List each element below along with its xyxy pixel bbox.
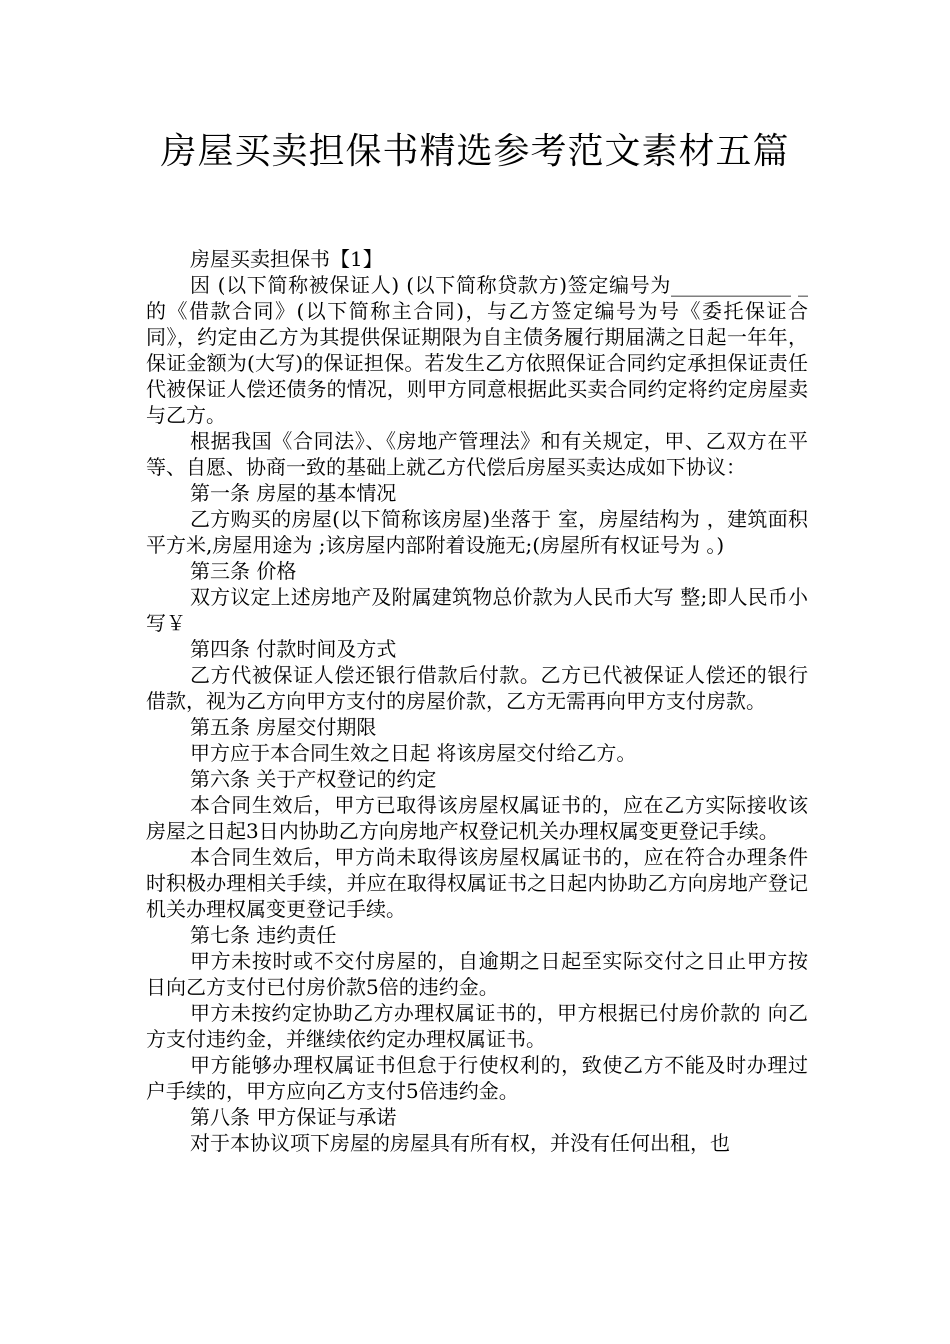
body-paragraph: 本合同生效后，甲方已取得该房屋权属证书的，应在乙方实际接收该房屋之日起3日内协助乙方向房地产权登记机关办理权属变更登记手续。 [146, 793, 808, 843]
body-paragraph: 甲方未按约定协助乙方办理权属证书的，甲方根据已付房价款的 向乙方支付违约金，并继续依约定办理权属证书。 [146, 1001, 808, 1051]
article-heading: 第一条 房屋的基本情况 [190, 481, 397, 505]
body-paragraph: 乙方购买的房屋(以下简称该房屋)坐落于 室，房屋结构为 ，建筑面积 平方米,房屋用途为 ;该房屋内部附着设施无;(房屋所有权证号为 。) [146, 507, 808, 557]
body-paragraph: 双方议定上述房地产及附属建筑物总价款为人民币大写 整;即人民币小写￥ [146, 585, 808, 635]
document-title: 房屋买卖担保书精选参考范文素材五篇 [160, 131, 790, 172]
body-paragraph: 本合同生效后，甲方尚未取得该房屋权属证书的，应在符合办理条件时积极办理相关手续，并应在取得权属证书之日起内协助乙方向房地产登记机关办理权属变更登记手续。 [146, 845, 808, 921]
body-paragraph: 甲方能够办理权属证书但怠于行使权利的，致使乙方不能及时办理过户手续的，甲方应向乙方支付5倍违约金。 [146, 1053, 808, 1103]
article-heading: 第八条 甲方保证与承诺 [190, 1105, 397, 1129]
body-paragraph: 乙方代被保证人偿还银行借款后付款。乙方已代被保证人偿还的银行借款，视为乙方向甲方支付的房屋价款，乙方无需再向甲方支付房款。 [146, 663, 808, 713]
article-heading: 第五条 房屋交付期限 [190, 715, 377, 739]
article-heading: 第三条 价格 [190, 559, 297, 583]
document-body [146, 246, 808, 1156]
section-heading: 房屋买卖担保书【1】 [190, 247, 383, 271]
body-paragraph: 甲方未按时或不交付房屋的，自逾期之日起至实际交付之日止甲方按日向乙方支付已付房价款5倍的违约金。 [146, 949, 808, 999]
body-paragraph: 甲方应于本合同生效之日起 将该房屋交付给乙方。 [190, 741, 637, 765]
body-paragraph: 因 (以下简称被保证人) (以下简称贷款方)签定编号为____________ _的《借款合同》(以下简称主合同)，与乙方签定编号为号《委托保证合同》，约定由乙方为其提供保证期限为自主债务履行期届满之日起一年年，保证金额为(大写)的保证担保。若发生乙方依照保证合同约定承担保证责任代被保证人偿还债务的情况，则甲方同意根据此买卖合同约定将约定房屋卖与乙方。 [146, 273, 808, 427]
body-paragraph: 对于本协议项下房屋的房屋具有所有权，并没有任何出租，也 [190, 1131, 730, 1155]
article-heading: 第六条 关于产权登记的约定 [190, 767, 437, 791]
article-heading: 第七条 违约责任 [190, 923, 337, 947]
article-heading: 第四条 付款时间及方式 [190, 637, 397, 661]
body-paragraph: 根据我国《合同法》、《房地产管理法》和有关规定，甲、乙双方在平等、自愿、协商一致的基础上就乙方代偿后房屋买卖达成如下协议： [146, 429, 808, 479]
